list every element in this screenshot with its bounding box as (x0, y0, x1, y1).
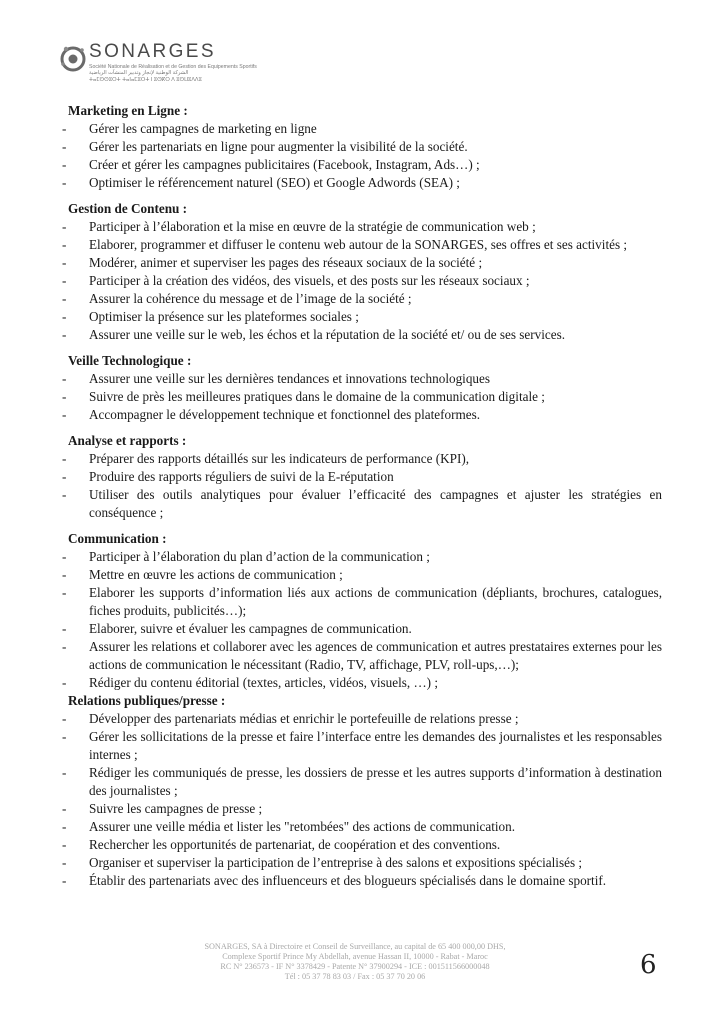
section-title: Relations publiques/presse : (68, 693, 226, 708)
list-item: - Assurer les relations et collaborer avec les agences de communication et autres prestataires externes pour les actions de communication le nécessitant (Radio, TV, affichage, PLV, roll-ups,…); (62, 638, 662, 674)
list-item: - Assurer une veille média et lister les "retombées" des actions de communication. (62, 818, 662, 836)
list-item: - Mettre en œuvre les actions de communication ; (62, 566, 662, 584)
list-item: - Suivre de près les meilleures pratiques dans le domaine de la communication digitale ; (62, 388, 662, 406)
section-title: Gestion de Contenu : (68, 201, 188, 216)
sonarges-logo (56, 40, 256, 96)
logo-subtitle-fr: Société Nationale de Réalisation et de Gestion des Équipements Sportifs (89, 64, 257, 70)
section-title: Communication : (68, 531, 167, 546)
list-item: - Participer à l’élaboration et la mise en œuvre de la stratégie de communication web ; (62, 218, 662, 236)
item-list (62, 450, 662, 522)
footer-line: Complexe Sportif Prince My Abdellah, avenue Hassan II, 10000 - Rabat - Maroc (222, 952, 488, 961)
section-title: Veille Technologique : (68, 353, 192, 368)
item-list (62, 710, 662, 890)
list-item: - Optimiser la présence sur les plateformes sociales ; (62, 308, 662, 326)
item-list (62, 548, 662, 692)
company-footer (120, 942, 590, 982)
section-marketing (62, 102, 662, 192)
item-list (62, 370, 662, 424)
item-list (62, 218, 662, 344)
list-item: - Modérer, animer et superviser les pages des réseaux sociaux de la société ; (62, 254, 662, 272)
section-title: Marketing en Ligne : (68, 103, 188, 118)
section-veille (62, 352, 662, 424)
list-item: - Assurer une veille sur les dernières tendances et innovations technologiques (62, 370, 662, 388)
page-number: 6 (640, 950, 657, 980)
list-item: - Organiser et superviser la participation de l’entreprise à des salons et expositions spécialisés ; (62, 854, 662, 872)
list-item: - Rédiger les communiqués de presse, les dossiers de presse et les autres supports d’information à destination des journalistes ; (62, 764, 662, 800)
section-analyse (62, 432, 662, 522)
list-item: - Accompagner le développement technique et fonctionnel des plateformes. (62, 406, 662, 424)
list-item: - Suivre les campagnes de presse ; (62, 800, 662, 818)
list-item: - Optimiser le référencement naturel (SEO) et Google Adwords (SEA) ; (62, 174, 662, 192)
list-item: - Assurer la cohérence du message et de l’image de la société ; (62, 290, 662, 308)
section-communication (62, 530, 662, 692)
document-body (62, 102, 662, 890)
list-item: - Rédiger du contenu éditorial (textes, articles, vidéos, visuels, …) ; (62, 674, 662, 692)
logo-subtitle-tf: ⵜⴰⵎⵙⵙⵓⵔⵜ ⵜⴰⵏⴰⵎⵓⵔⵜ ⵏ ⵓⵙⴽⵔ ⴷ ⵓⵙⵡⵓⴷⴷⵓ (89, 76, 202, 83)
logo-subtitle (89, 64, 259, 83)
list-item: - Établir des partenariats avec des influenceurs et des blogueurs spécialisés dans le domaine sportif. (62, 872, 662, 890)
list-item: - Préparer des rapports détaillés sur les indicateurs de performance (KPI), (62, 450, 662, 468)
list-item: - Gérer les sollicitations de la presse et faire l’interface entre les demandes des journalistes et les responsables internes ; (62, 728, 662, 764)
footer-line: RC N° 236573 - IF N° 3378429 - Patente N° 37900294 - ICE : 001511566000048 (220, 962, 490, 971)
list-item: - Participer à l’élaboration du plan d’action de la communication ; (62, 548, 662, 566)
sonarges-logo-icon (58, 44, 88, 74)
list-item: - Utiliser des outils analytiques pour évaluer l’efficacité des campagnes et ajuster les stratégies en conséquence ; (62, 486, 662, 522)
logo-subtitle-ar: الشركة الوطنية لإنجاز وتدبير المنشآت الرياضية (89, 70, 189, 77)
list-item: - Développer des partenariats médias et enrichir le portefeuille de relations presse ; (62, 710, 662, 728)
section-gestion-contenu (62, 200, 662, 344)
list-item: - Gérer les partenariats en ligne pour augmenter la visibilité de la société. (62, 138, 662, 156)
footer-line: Tél : 05 37 78 83 03 / Fax : 05 37 70 20 06 (284, 972, 426, 981)
list-item: - Elaborer les supports d’information liés aux actions de communication (dépliants, brochures, catalogues, fiches produits, publicités…); (62, 584, 662, 620)
item-list (62, 120, 662, 192)
section-title: Analyse et rapports : (68, 433, 187, 448)
list-item: - Rechercher les opportunités de partenariat, de coopération et des conventions. (62, 836, 662, 854)
section-relations-presse (62, 692, 662, 890)
list-item: - Créer et gérer les campagnes publicitaires (Facebook, Instagram, Ads…) ; (62, 156, 662, 174)
logo-wordmark: SONARGES (89, 41, 216, 62)
list-item: - Produire des rapports réguliers de suivi de la E-réputation (62, 468, 662, 486)
list-item: - Assurer une veille sur le web, les échos et la réputation de la société et/ ou de ses services. (62, 326, 662, 344)
footer-line: SONARGES, SA à Directoire et Conseil de Surveillance, au capital de 65 400 000,00 DHS, (204, 942, 506, 951)
list-item: - Elaborer, programmer et diffuser le contenu web autour de la SONARGES, ses offres et ses activités ; (62, 236, 662, 254)
list-item: - Elaborer, suivre et évaluer les campagnes de communication. (62, 620, 662, 638)
list-item: - Participer à la création des vidéos, des visuels, et des posts sur les réseaux sociaux ; (62, 272, 662, 290)
list-item: - Gérer les campagnes de marketing en ligne (62, 120, 662, 138)
